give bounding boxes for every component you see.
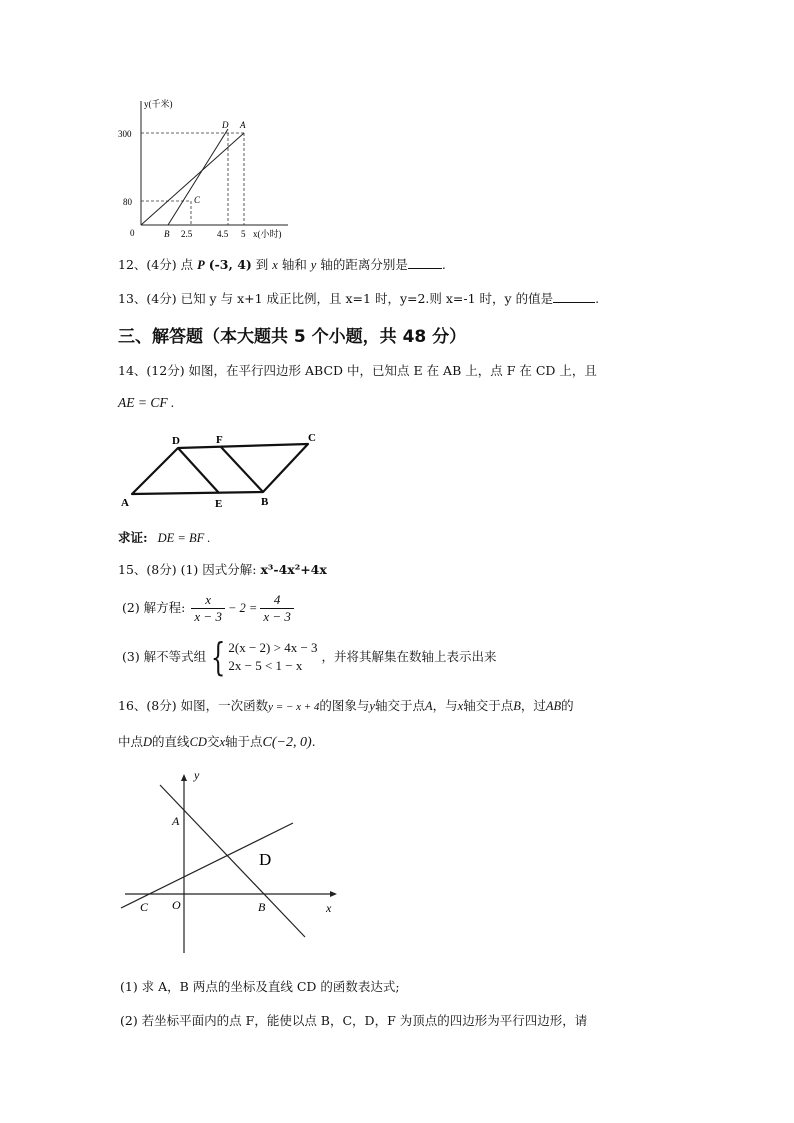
label-y: y xyxy=(194,768,200,782)
question-15-part2: (2) 解方程: $\frac{x}{x - 3}$ − 2 = $\frac{4}{x - 3}$ xyxy=(122,588,294,628)
y-axis-arrow-icon xyxy=(181,774,187,781)
question-16-line1: 16、(8分) 如图，一次函数y = − x + 4的图象与y轴交于点A，与x轴交于点B，过AB的 xyxy=(118,698,574,713)
parallelogram-figure xyxy=(115,428,330,512)
label-O: O xyxy=(172,898,181,912)
label-E: E xyxy=(215,498,223,510)
question-14-line2: AE = CF . xyxy=(118,395,175,410)
section-3-heading: 三、解答题（本大题共 5 个小题，共 48 分） xyxy=(118,327,467,347)
brace-icon: { xyxy=(211,635,226,679)
y-axis-label: y(千米) xyxy=(144,99,173,109)
question-14-prove: 求证: DE = BF . xyxy=(118,530,211,545)
x-axis-label: x(小时) xyxy=(253,229,282,239)
label-A: A xyxy=(172,814,180,828)
x-axis-arrow-icon xyxy=(330,891,337,897)
line-BD xyxy=(168,129,228,225)
label-B: B xyxy=(261,496,269,508)
x-tick-2-5: 2.5 xyxy=(181,229,193,239)
line-AB xyxy=(160,785,305,937)
question-15-part1: 15、(8分) (1) 因式分解: x³-4x²+4x xyxy=(118,562,327,577)
segment-DE xyxy=(178,448,219,493)
line-OA xyxy=(141,133,244,225)
x-tick-4-5: 4.5 xyxy=(217,229,229,239)
answer-blank[interactable] xyxy=(408,256,442,269)
coordinate-graph xyxy=(115,765,360,960)
segment-FB xyxy=(221,447,263,492)
y-tick-80: 80 xyxy=(123,197,132,207)
question-15-part3: (3) 解不等式组 { 2(x − 2) > 4x − 3 2x − 5 < 1 − x ，并将其解集在数轴上表示出来 xyxy=(122,635,497,679)
question-16-part2: (2) 若坐标平面内的点 F，能使以点 B，C，D，F 为顶点的四边形为平行四边形，请 xyxy=(120,1013,588,1028)
label-C: C xyxy=(140,900,149,914)
x-tick-5: 5 xyxy=(241,229,246,239)
label-A: A xyxy=(121,497,129,509)
fraction-lhs: $\frac{x}{x - 3}$ xyxy=(191,592,225,625)
label-x: x xyxy=(326,901,332,915)
point-A-label: A xyxy=(240,120,246,130)
inequality-system: { 2(x − 2) > 4x − 3 2x − 5 < 1 − x xyxy=(211,635,318,679)
fraction-rhs: $\frac{4}{x - 3}$ xyxy=(260,592,294,625)
question-16-part1: (1) 求 A，B 两点的坐标及直线 CD 的函数表达式; xyxy=(120,979,400,994)
label-F: F xyxy=(216,434,223,446)
point-D-label: D xyxy=(222,120,229,130)
parallelogram-ABCD xyxy=(132,444,308,494)
point-B-label: B xyxy=(164,229,170,239)
question-12: 12、(4分) 点 P (-3, 4) 到 x 轴和 y 轴的距离分别是 . xyxy=(118,257,446,272)
label-C: C xyxy=(308,432,316,444)
question-13: 13、(4分) 已知 y 与 x+1 成正比例，且 x=1 时，y=2.则 x=-1 时，y 的值是 . xyxy=(118,291,600,306)
point-C-label: C xyxy=(194,195,201,205)
label-D: D xyxy=(259,850,272,869)
label-B: B xyxy=(258,900,266,914)
distance-time-graph xyxy=(110,95,300,243)
origin-label: 0 xyxy=(130,228,135,238)
y-tick-300: 300 xyxy=(118,129,132,139)
label-D: D xyxy=(172,435,180,447)
question-16-line2: 中点D的直线CD交x轴于点C(−2, 0). xyxy=(118,734,316,750)
question-14-line1: 14、(12分) 如图，在平行四边形 ABCD 中，已知点 E 在 AB 上，点 F 在 CD 上，且 xyxy=(118,363,597,378)
answer-blank[interactable] xyxy=(553,290,595,303)
